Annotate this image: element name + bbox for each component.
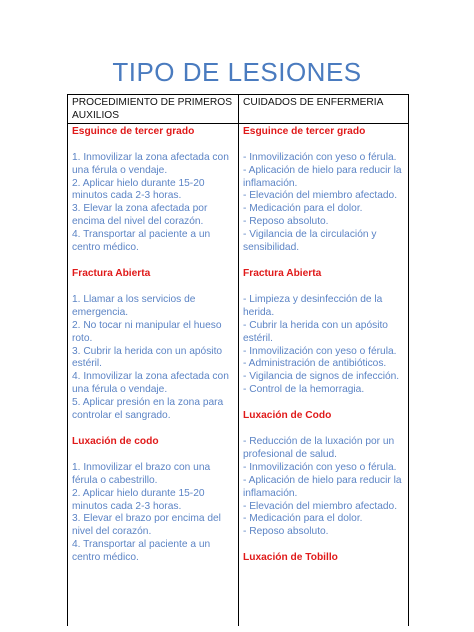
nursing-care-list — [243, 152, 404, 255]
list-item: - Inmovilización con yeso o férula. — [243, 461, 397, 473]
nursing-section-title: Fractura Abierta — [243, 267, 322, 279]
list-item: 3. Cubrir la herida con un apósito estéril. — [72, 345, 223, 370]
list-item: - Medicación para el dolor. — [243, 513, 363, 525]
list-item: 4. Transportar al paciente a un centro médico. — [72, 539, 211, 564]
list-item: - Medicación para el dolor. — [243, 203, 363, 215]
list-item: 1. Inmovilizar el brazo con una férula o cabestrillo. — [72, 461, 211, 486]
list-item: 2. Aplicar hielo durante 15-20 minutos cada 2-3 horas. — [72, 487, 205, 512]
list-item: - Aplicación de hielo para reducir la inflamación. — [243, 474, 402, 499]
first-aid-section-title: Fractura Abierta — [72, 267, 151, 279]
list-item: 1. Llamar a los servicios de emergencia. — [72, 293, 196, 318]
table-body-row — [68, 123, 409, 626]
page-title: TIPO DE LESIONES — [112, 57, 362, 87]
nursing-section-title: Luxación de Tobillo — [243, 552, 338, 564]
list-item: - Vigilancia de signos de infección. — [243, 371, 400, 383]
nursing-section-title: Luxación de Codo — [243, 410, 332, 422]
list-item: - Elevación del miembro afectado. — [243, 500, 398, 512]
list-item: - Administración de antibióticos. — [243, 358, 387, 370]
first-aid-column — [68, 123, 239, 626]
table-header-row — [68, 95, 409, 124]
list-item: 4. Inmovilizar la zona afectada con una férula o vendaje. — [72, 371, 229, 396]
list-item: - Vigilancia de la circulación y sensibilidad. — [243, 229, 377, 254]
first-aid-section — [72, 268, 234, 423]
list-item: 4. Transportar al paciente a un centro médico. — [72, 229, 211, 254]
first-aid-section-title: Esguince de tercer grado — [72, 125, 195, 137]
first-aid-section — [72, 436, 234, 565]
header-first-aid: PROCEDIMIENTO DE PRIMEROS AUXILIOS — [68, 95, 239, 124]
first-aid-section-title: Luxación de codo — [72, 435, 159, 447]
list-item: - Reposo absoluto. — [243, 526, 329, 538]
list-item: 1. Inmovilizar la zona afectada con una férula o vendaje. — [72, 151, 229, 176]
nursing-care-list — [243, 294, 404, 397]
list-item: - Control de la hemorragia. — [243, 384, 365, 396]
list-item: 3. Elevar la zona afectada por encima del nivel del corazón. — [72, 203, 208, 228]
nursing-section — [243, 268, 404, 397]
list-item: - Limpieza y desinfección de la herida. — [243, 293, 383, 318]
nursing-column — [239, 123, 409, 626]
nursing-section — [243, 552, 404, 565]
list-item: - Reposo absoluto. — [243, 216, 329, 228]
list-item: - Elevación del miembro afectado. — [243, 190, 398, 202]
list-item: 2. Aplicar hielo durante 15-20 minutos cada 2-3 horas. — [72, 177, 205, 202]
list-item: - Cubrir la herida con un apósito estéril. — [243, 319, 388, 344]
injury-table — [67, 94, 409, 626]
header-nursing: CUIDADOS DE ENFERMERIA — [239, 95, 409, 124]
first-aid-steps — [72, 294, 234, 423]
first-aid-steps — [72, 462, 234, 565]
nursing-section-title: Esguince de tercer grado — [243, 125, 366, 137]
nursing-care-list — [243, 436, 404, 539]
list-item: - Inmovilización con yeso o férula. — [243, 345, 397, 357]
list-item: - Aplicación de hielo para reducir la inflamación. — [243, 164, 402, 189]
list-item: 5. Aplicar presión en la zona para controlar el sangrado. — [72, 397, 224, 422]
list-item: - Reducción de la luxación por un profesional de salud. — [243, 436, 395, 460]
first-aid-section — [72, 126, 234, 255]
list-item: 3. Elevar el brazo por encima del nivel del corazón. — [72, 513, 221, 538]
list-item: 2. No tocar ni manipular el hueso roto. — [72, 319, 222, 344]
nursing-section — [243, 126, 404, 255]
first-aid-steps — [72, 152, 234, 255]
nursing-section — [243, 410, 404, 539]
list-item: - Inmovilización con yeso o férula. — [243, 151, 397, 163]
